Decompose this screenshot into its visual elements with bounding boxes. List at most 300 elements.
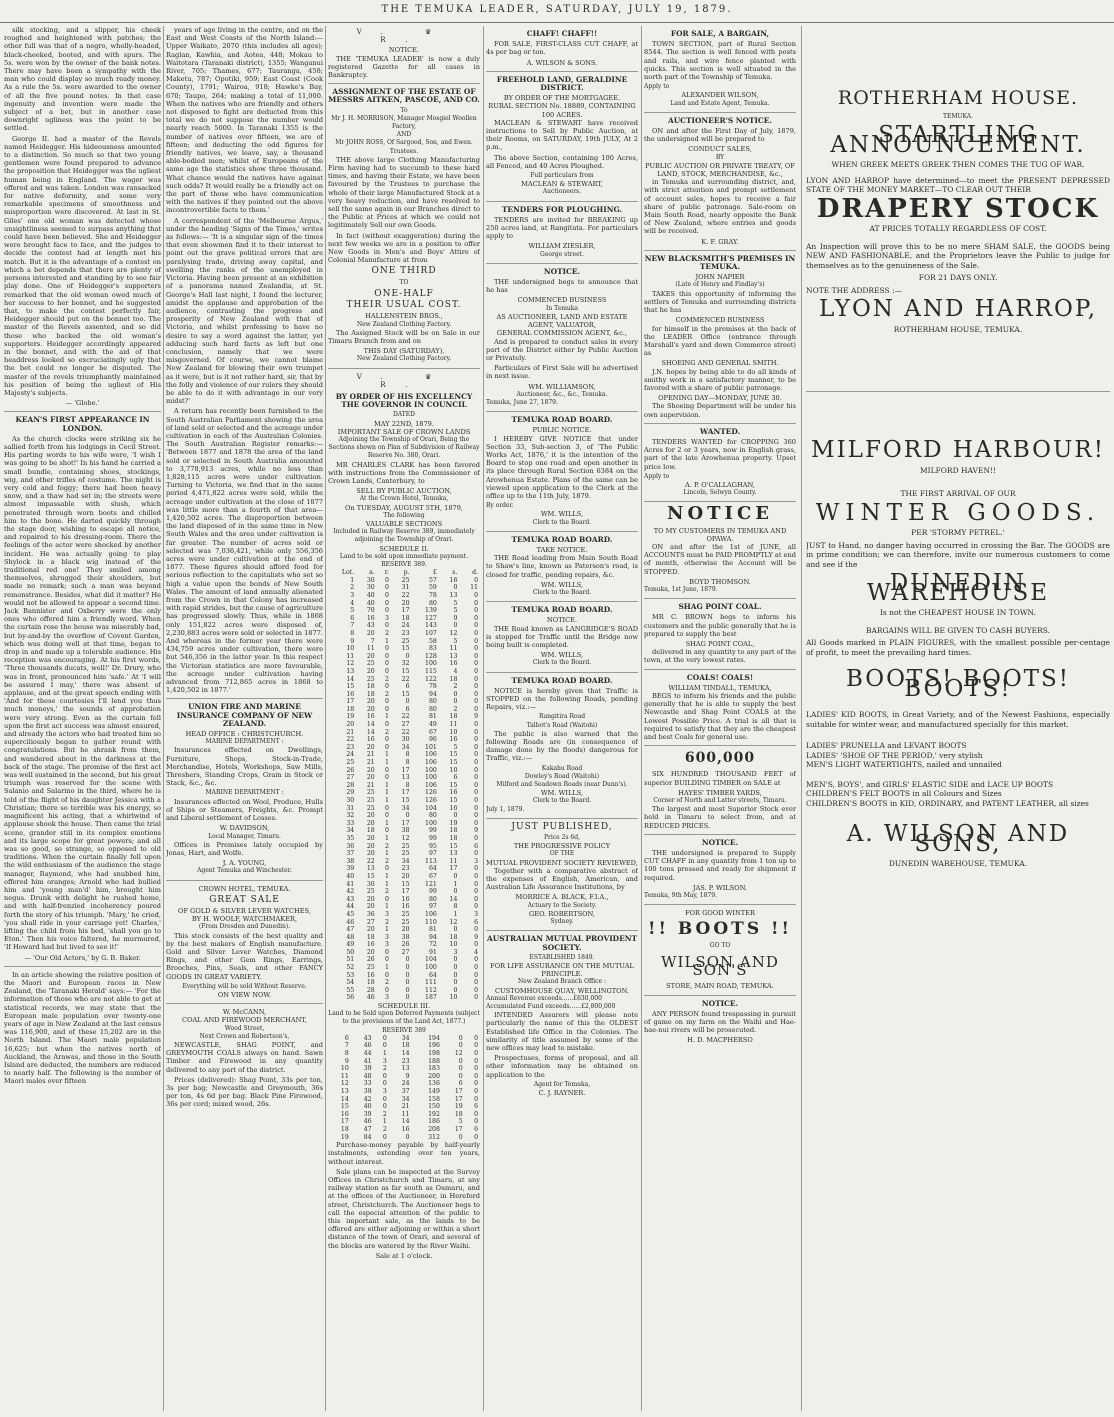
ad-line: To xyxy=(400,106,408,114)
table-row xyxy=(328,1080,480,1088)
table-cell: 0 xyxy=(474,1088,478,1095)
divider xyxy=(486,263,638,264)
ad-line: MILFORD HAVEN!! xyxy=(919,465,997,475)
table-cell: 0 xyxy=(385,698,389,706)
table-row xyxy=(328,972,480,980)
table-cell: 23 xyxy=(401,1057,410,1065)
ad-body: for himself in the premises at the back of the LEADER Office (entrance through Marshall's yard and down Commerce street) as xyxy=(644,324,796,358)
table-cell: 6 xyxy=(474,1125,478,1133)
ad-line: OPENING DAY—MONDAY, JUNE 30. xyxy=(658,394,782,403)
table-row xyxy=(328,744,480,752)
table-cell: 0 xyxy=(385,774,389,782)
ad-name: JAS. P. WILSON. xyxy=(692,883,748,892)
ad-name: A. P. O'CALLAGHAN, xyxy=(684,480,755,489)
table-cell: 78 xyxy=(428,683,437,691)
table-cell: 1 xyxy=(453,910,458,918)
table-cell: 15 xyxy=(366,872,375,880)
table-cell: 16 xyxy=(449,660,458,668)
table-cell: 8 xyxy=(405,759,410,767)
table-cell: 20 xyxy=(366,926,375,934)
table-cell: 20 xyxy=(366,812,375,820)
ad-line: Milford and Seadown Roads (near Dunn's). xyxy=(496,781,628,789)
schedule-table xyxy=(328,1035,480,1141)
ad-display: A. WILSON AND SONS, xyxy=(846,821,1070,857)
ad-line: THE PROGRESSIVE POLICY xyxy=(513,842,611,851)
table-cell: 12 xyxy=(401,834,410,842)
table-cell: 18 xyxy=(340,1125,349,1133)
table-cell: 5 xyxy=(453,637,458,645)
crown-icon: ♛ xyxy=(425,372,452,381)
ad-body: Insurances effected on Dwellings, Furniture, Shops, Stock-in-Trade, Merchandise, Hotels, Workshops, Saw Mills, Threshers, Standing Crops, Grain in Stock or Stack, &c., &c. xyxy=(166,746,323,788)
table-cell: 0 xyxy=(453,964,458,972)
ad-line: Clerk to the Board. xyxy=(532,518,592,526)
table-row xyxy=(328,698,480,706)
table-row xyxy=(328,607,480,615)
ad-line: MEN'S, BOYS', and GIRLS' ELASTIC SIDE and LACE UP BOOTS xyxy=(806,779,1054,789)
table-cell: 5 xyxy=(453,743,458,751)
table-cell: 48 xyxy=(363,1072,372,1080)
ad-body: Insurances effected on Wool, Produce, Hulls of Ships or Steamers, Freights, &c. Prompt and Liberal settlement of Losses. xyxy=(166,797,323,823)
table-cell: 21 xyxy=(346,728,355,736)
table-cell: 0 xyxy=(474,690,478,698)
table-cell: 14 xyxy=(401,1118,410,1126)
table-cell: 31 xyxy=(346,804,355,812)
table-cell: 149 xyxy=(428,1088,440,1095)
ad-line: Mr JOHN ROSS, Of Sargood, Son, and Ewen. xyxy=(335,139,473,147)
table-cell: 20 xyxy=(366,895,375,903)
table-cell: 22 xyxy=(346,736,355,744)
ad-line: Apply to xyxy=(644,472,670,480)
table-cell: 18 xyxy=(346,705,355,713)
table-cell: 0 xyxy=(474,979,478,987)
table-cell: 0 xyxy=(474,1133,478,1141)
table-cell: 21 xyxy=(366,759,375,767)
ad-line: AT PRICES TOTALLY REGARDLESS OF COST. xyxy=(869,224,1047,233)
table-cell: 81 xyxy=(428,713,437,721)
table-cell: 127 xyxy=(425,614,437,622)
spacer xyxy=(806,731,1110,741)
ad-subheading: TAKE NOTICE. xyxy=(536,545,588,554)
divider xyxy=(486,531,638,532)
table-cell: 107 xyxy=(425,629,437,637)
table-cell: 14 xyxy=(366,728,375,736)
table-row xyxy=(328,1088,480,1096)
table-cell: 18 xyxy=(401,614,410,622)
table-row xyxy=(328,858,480,866)
divider xyxy=(644,250,796,251)
table-cell: 16 xyxy=(449,736,458,744)
ad-name: A. WILSON & SONS. xyxy=(526,58,598,67)
table-row xyxy=(328,622,480,630)
ad-date: Temuka, 9th May, 1879. xyxy=(644,892,717,900)
table-cell: 0 xyxy=(458,1133,463,1141)
table-row xyxy=(328,896,480,904)
table-cell: 0 xyxy=(474,797,478,804)
table-cell: 16 xyxy=(401,903,410,911)
ad-body: J.N. hopes by being able to do all kinds of smithy work in a satisfactory manner, to be favored with a share of public patronage. xyxy=(644,367,796,392)
table-cell: 1 xyxy=(382,1118,387,1126)
table-cell: 0 xyxy=(474,888,478,896)
table-cell: 104 xyxy=(425,804,437,812)
ad-line: The following xyxy=(383,511,425,519)
table-cell: 25 xyxy=(401,918,410,926)
divider xyxy=(166,698,323,699)
table-row xyxy=(328,934,480,942)
table-cell: 20 xyxy=(366,766,375,774)
column-5 xyxy=(644,26,796,1413)
table-cell: 1 xyxy=(385,872,389,880)
table-cell: 49 xyxy=(346,941,355,949)
table-cell: 9 xyxy=(474,713,478,721)
divider xyxy=(486,818,638,819)
table-cell: 12 xyxy=(340,1080,349,1088)
ad-body: SIX HUNDRED THOUSAND FEET of superior BUILDING TIMBER on SALE at xyxy=(644,770,796,787)
table-cell: 208 xyxy=(428,1125,440,1133)
table-cell: 0 xyxy=(474,629,478,637)
table-cell: 64 xyxy=(428,865,437,873)
ad-line: Clerk to the Board. xyxy=(532,659,592,667)
ad-subheading: PUBLIC NOTICE. xyxy=(532,426,592,435)
table-row xyxy=(328,767,480,775)
table-row xyxy=(328,645,480,653)
table-cell: 8 xyxy=(405,751,410,759)
divider xyxy=(486,411,638,412)
table-cell: 26 xyxy=(366,956,375,964)
table-row xyxy=(328,782,480,790)
table-cell: 188 xyxy=(428,1057,440,1065)
divider xyxy=(644,501,796,502)
table-cell: 14 xyxy=(401,1050,410,1058)
table-row xyxy=(328,1134,480,1142)
table-cell: 13 xyxy=(366,865,375,873)
ad-line: THE FIRST ARRIVAL OF OUR xyxy=(900,489,1016,498)
ad-heading: CHAFF! CHAFF!! xyxy=(526,29,598,38)
table-cell: 51 xyxy=(346,956,355,964)
table-cell: 0 xyxy=(453,979,458,987)
table-cell: 22 xyxy=(401,675,410,683)
table-cell: 0 xyxy=(385,576,389,584)
ad-line: By order. xyxy=(486,502,514,510)
table-cell: 8 xyxy=(344,1050,349,1058)
table-row xyxy=(328,1035,480,1043)
ad-line: Dowley's Road (Waitohi) xyxy=(524,772,600,780)
table-cell: 27 xyxy=(366,918,375,926)
table-cell: 0 xyxy=(453,971,458,979)
table-header-cell: s. xyxy=(452,569,458,577)
ad-heading: NOTICE. xyxy=(701,837,739,847)
table-cell: 0 xyxy=(474,1118,478,1126)
table-cell: 34 xyxy=(401,857,410,865)
table-cell: 46 xyxy=(363,1042,372,1050)
table-cell: 3 xyxy=(385,941,389,949)
table-row xyxy=(328,911,480,919)
table-row xyxy=(328,729,480,737)
table-row xyxy=(328,956,480,964)
table-cell: 33 xyxy=(363,1080,372,1088)
table-cell: 1 xyxy=(385,880,389,888)
ad-subheading: NOTICE. xyxy=(546,616,578,625)
table-row xyxy=(328,979,480,987)
ad-body: The Shoeing Department will be under his own supervision. xyxy=(644,402,796,419)
table-cell: 121 xyxy=(425,880,437,888)
table-cell: 1 xyxy=(350,576,355,584)
table-cell: 17 xyxy=(340,1118,349,1126)
table-cell: 26 xyxy=(401,941,410,949)
column-4 xyxy=(486,26,638,1413)
table-cell: 0 xyxy=(474,804,478,812)
table-cell: 100 xyxy=(425,766,437,774)
table-cell: 25 xyxy=(366,797,375,804)
table-cell: 8 xyxy=(453,903,458,911)
table-cell: 40 xyxy=(346,872,355,880)
table-cell: 106 xyxy=(425,759,437,767)
table-cell: 17 xyxy=(454,1088,463,1095)
table-cell: 0 xyxy=(458,1065,463,1073)
table-cell: 47 xyxy=(363,1125,372,1133)
table-cell: 94 xyxy=(428,933,437,941)
table-cell: 11 xyxy=(401,1110,410,1118)
divider xyxy=(486,930,638,931)
ad-heading: TEMUKA ROAD BOARD. xyxy=(511,534,613,544)
table-cell: 2 xyxy=(385,728,389,736)
table-cell: 9 xyxy=(405,1072,410,1080)
table-cell: 18 xyxy=(449,834,458,842)
table-cell: 0 xyxy=(453,622,458,630)
table-cell: 3 xyxy=(385,910,389,918)
table-cell: 17 xyxy=(401,888,410,896)
table-cell: 0 xyxy=(474,926,478,934)
table-cell: 47 xyxy=(346,926,355,934)
table-cell: 17 xyxy=(401,766,410,774)
ad-subheading: COAL AND FIREWOOD MERCHANT, xyxy=(182,1016,307,1025)
ad-line: New Zealand Clothing Factory. xyxy=(356,355,452,363)
ad-line: GO TO xyxy=(709,941,731,949)
notice-title: NOTICE. xyxy=(388,46,420,55)
ad-name: W. McCANN, xyxy=(222,1008,267,1017)
table-cell: 26 xyxy=(346,766,355,774)
column-1 xyxy=(4,26,161,1413)
ad-body: TENDERS are invited for BREAKING up 250 acres land, at Rangitata. For particulars apply to xyxy=(486,215,638,241)
table-row xyxy=(328,706,480,714)
article-source: — 'Our Old Actors,' by G. B. Baker. xyxy=(24,953,141,962)
table-cell: 0 xyxy=(474,903,478,911)
ad-display: BOOTS! BOOTS! BOOTS! xyxy=(845,666,1071,702)
crown-icon: ♛ xyxy=(425,28,452,36)
table-cell: 56 xyxy=(346,994,355,1002)
table-cell: 37 xyxy=(346,850,355,858)
table-cell: 8 xyxy=(405,781,410,789)
table-cell: 25 xyxy=(401,842,410,850)
table-cell: 39 xyxy=(346,865,355,873)
royal-crest xyxy=(328,28,480,44)
divider xyxy=(328,83,480,84)
table-cell: 1 xyxy=(385,797,389,804)
table-cell: 0 xyxy=(474,576,478,584)
ad-line: Is not the CHEAPEST HOUSE IN TOWN. xyxy=(879,608,1037,617)
ad-body: The above Section, containing 100 Acres, all Fenced, and 40 Acres Ploughed. xyxy=(486,153,638,170)
ad-line: Trustees. xyxy=(389,147,419,155)
table-cell: 58 xyxy=(428,637,437,645)
table-cell: 0 xyxy=(474,637,478,645)
table-cell: 0 xyxy=(453,956,458,964)
table-cell: 19 xyxy=(449,819,458,827)
table-cell: 18 xyxy=(449,827,458,835)
table-cell: 0 xyxy=(385,766,389,774)
ad-date: Temuka, June 27, 1879. xyxy=(486,398,558,406)
ad-line: TO xyxy=(399,278,409,286)
table-cell: 72 xyxy=(428,941,437,949)
table-cell: 30 xyxy=(366,576,375,584)
ad-heading: WANTED. xyxy=(699,426,741,436)
table-cell: 0 xyxy=(458,1042,463,1050)
table-cell: 122 xyxy=(425,675,437,683)
ad-line: Agent Temuka and Winchester. xyxy=(197,867,292,875)
ad-line: RURAL SECTION No. 18889, CONTAINING 100 ACRES. xyxy=(488,102,636,119)
table-cell: 0 xyxy=(474,1072,478,1080)
table-cell: 158 xyxy=(428,1095,440,1103)
table-row xyxy=(328,1103,480,1111)
table-cell: 25 xyxy=(401,637,410,645)
table-cell: 0 xyxy=(385,660,389,668)
ad-body: MR CHARLES CLARK has been favored with instructions from the Commissioner of Crown Lands, Canterbury, to xyxy=(328,460,480,485)
ad-body: Prices (delivered): Shag Point, 33s per ton, 3s per bag; Newcastle and Greymouth, 36s per ton, 4s 6d per bag. Black Pine Firewood, 36s per cord; mixed wood, 26s. xyxy=(166,1075,323,1109)
table-cell: 0 xyxy=(474,751,478,759)
table-cell: 16 xyxy=(366,614,375,622)
table-cell: 83 xyxy=(428,645,437,653)
divider xyxy=(644,904,796,905)
table-cell: 14 xyxy=(346,675,355,683)
table-cell: 0 xyxy=(385,645,389,653)
table-cell: 42 xyxy=(363,1095,372,1103)
table-cell: 16 xyxy=(366,941,375,949)
table-cell: 45 xyxy=(346,910,355,918)
table-cell: 1 xyxy=(453,880,458,888)
table-cell: 67 xyxy=(428,872,437,880)
table-cell: 36 xyxy=(346,842,355,850)
schedule-title: SCHEDULE II. xyxy=(379,544,429,553)
table-cell: 17 xyxy=(401,819,410,827)
table-cell: 0 xyxy=(385,865,389,873)
ad-line: SELL BY PUBLIC AUCTION, xyxy=(356,487,452,496)
table-cell: 13 xyxy=(449,591,458,599)
ad-heading: NOTICE. xyxy=(701,998,739,1008)
table-cell: 99 xyxy=(428,827,437,835)
table-cell: 0 xyxy=(474,591,478,599)
ad-display: MILFORD HARBOUR! xyxy=(811,437,1105,463)
ad-heading: TEMUKA ROAD BOARD. xyxy=(511,605,613,615)
ad-line: STORE, MAIN ROAD, TEMUKA. xyxy=(666,982,774,991)
table-cell: 0 xyxy=(474,941,478,949)
table-cell: 10 xyxy=(449,728,458,736)
table-cell: 5 xyxy=(458,1118,463,1126)
ad-heading: FREEHOLD LAND, GERALDINE DISTRICT. xyxy=(496,74,628,93)
table-row xyxy=(328,797,480,805)
table-cell: 80 xyxy=(428,705,437,713)
table-cell: 1 xyxy=(385,926,389,934)
table-cell: 5 xyxy=(350,607,355,615)
table-cell: 126 xyxy=(425,789,437,797)
table-cell: 9 xyxy=(453,614,458,622)
ad-name: BOYD THOMSON. xyxy=(689,577,751,586)
table-cell: 16 xyxy=(449,789,458,797)
table-cell: 3 xyxy=(385,994,389,1002)
table-cell: 27 xyxy=(401,948,410,956)
table-cell: 0 xyxy=(474,812,478,820)
article-heading: KEAN'S FIRST APPEARANCE IN LONDON. xyxy=(15,415,150,433)
ad-body: TOWN SECTION, part of Rural Section 8544. The section is well fenced with posts and rails, and wire fence planted with quicks. This section is well situated in the north part of the Township of Temuka. xyxy=(644,40,796,82)
ad-name: ALEXANDER WILSON, xyxy=(681,91,759,100)
ad-line: HAYES' TIMBER YARDS, xyxy=(678,788,762,797)
ad-body: ANY PERSON found trespassing in pursuit of game on my farm on the Waihi and Hae-hae-nui rivers will be prosecuted. xyxy=(644,1009,796,1035)
table-cell: 13 xyxy=(449,850,458,858)
table-cell: 44 xyxy=(346,903,355,911)
table-cell: 36 xyxy=(366,910,375,918)
table-cell: 57 xyxy=(428,576,437,584)
table-cell: 3 xyxy=(474,910,478,918)
table-header-cell: p. xyxy=(403,569,410,577)
ad-name: K. F. GRAY. xyxy=(701,237,739,246)
table-cell: 6 xyxy=(405,683,410,691)
ad-line: BY ORDER OF THE MORTGAGEE. xyxy=(503,94,621,103)
ad-heading: TENDERS FOR PLOUGHING. xyxy=(501,204,623,214)
ad-body: And is prepared to conduct sales in every part of the District either by Public Auction or Privately. xyxy=(486,337,638,362)
table-cell: 0 xyxy=(474,964,478,972)
table-cell: 6 xyxy=(474,842,478,850)
ad-line: Wood Street, xyxy=(224,1024,265,1032)
table-cell: 2 xyxy=(385,675,389,683)
table-cell: 0 xyxy=(474,614,478,622)
table-cell: 0 xyxy=(405,986,410,994)
table-row xyxy=(328,653,480,661)
ad-line: George street. xyxy=(540,250,584,258)
table-cell: 13 xyxy=(340,1088,349,1095)
table-row xyxy=(328,615,480,623)
ad-line: New Zealand Clothing Factory. xyxy=(356,320,452,328)
table-cell: 0 xyxy=(385,622,389,630)
table-cell: 6 xyxy=(474,918,478,926)
ad-line: (From Dresden and Dunedin). xyxy=(198,923,291,931)
table-cell: 11 xyxy=(346,652,355,660)
table-cell: 15 xyxy=(449,797,458,804)
table-cell: 20 xyxy=(366,903,375,911)
table-cell: 0 xyxy=(453,812,458,820)
table-cell: 80 xyxy=(428,812,437,820)
table-cell: 0 xyxy=(385,705,389,713)
table-cell: 11 xyxy=(449,645,458,653)
table-cell: 0 xyxy=(458,1034,463,1042)
table-cell: 20 xyxy=(366,667,375,675)
ad-line: Next Crown and Robertson's, xyxy=(199,1032,290,1040)
ad-display: WILSON AND SON'S xyxy=(661,952,779,980)
divider xyxy=(486,672,638,673)
ad-line: MEN'S LIGHT WATERTIGHTS, nailed and unnailed xyxy=(806,760,1002,769)
table-cell: 67 xyxy=(428,728,437,736)
table-cell: 0 xyxy=(474,736,478,744)
table-cell: 2 xyxy=(385,629,389,637)
ad-display: 600,000 xyxy=(684,750,756,767)
ad-body: delivered in any quantity to any part of the town, at the very lowest rates. xyxy=(644,648,796,665)
table-row xyxy=(328,1118,480,1126)
ad-name: JOHN NAPIER xyxy=(695,273,745,282)
ad-display: NOTICE xyxy=(667,503,773,525)
table-cell: 0 xyxy=(405,994,410,1002)
table-cell: 25 xyxy=(366,888,375,896)
table-cell: 0 xyxy=(474,1110,478,1118)
divider xyxy=(486,71,638,72)
table-cell: 0 xyxy=(385,743,389,751)
table-cell: 0 xyxy=(474,705,478,713)
table-cell: 99 xyxy=(428,888,437,896)
